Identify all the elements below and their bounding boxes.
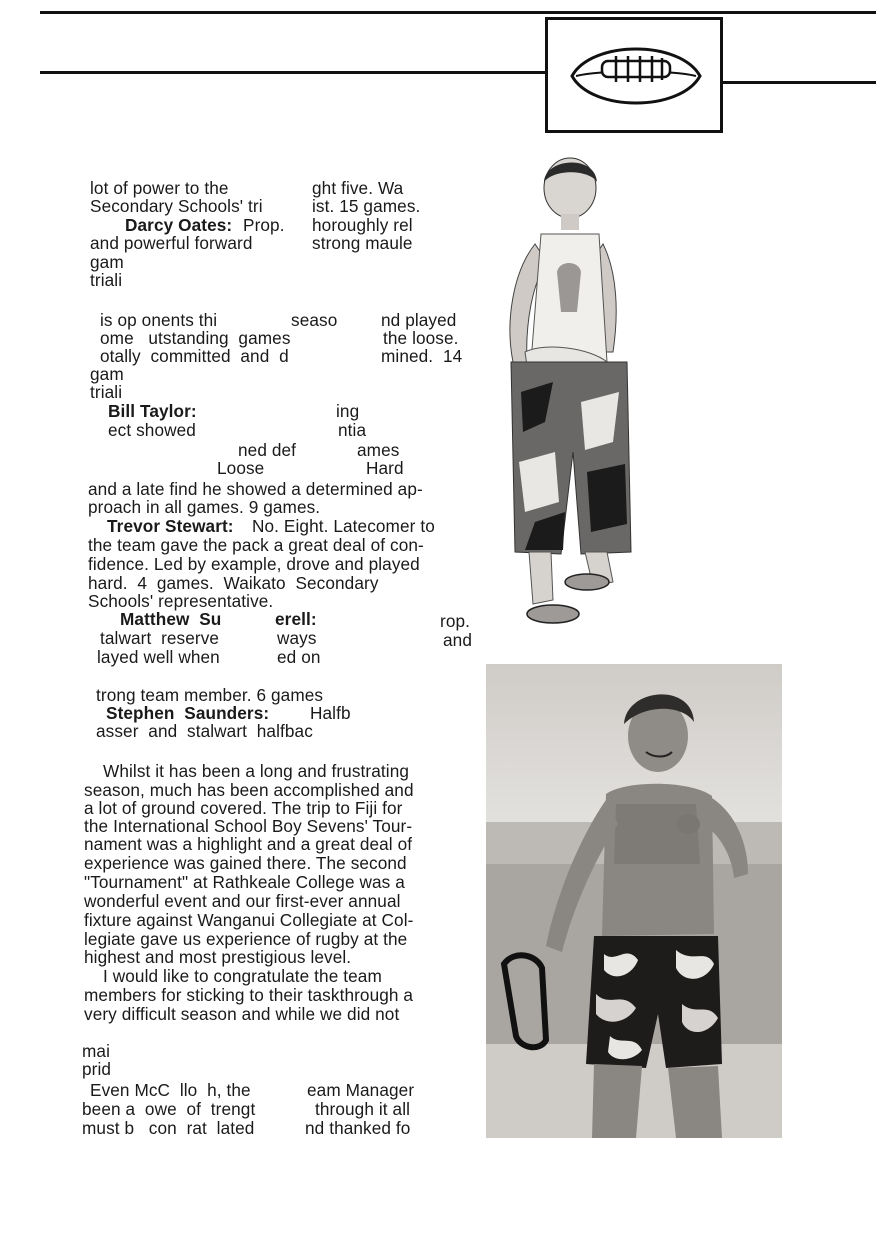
article-line: trong team member. 6 games [96, 685, 324, 705]
article-line: No. Eight. Latecomer to [252, 516, 435, 536]
article-line: seaso [291, 310, 338, 330]
article-line: triali [90, 382, 123, 402]
article-line: otally committed and d [100, 346, 289, 366]
article-line: and [443, 630, 472, 650]
article-line: Whilst it has been a long and frustrating [103, 761, 410, 781]
article-line: nd played [381, 310, 457, 330]
article-line: ntia [338, 420, 367, 440]
article-line: Even McC llo h, the [90, 1080, 251, 1100]
article-line: gam [90, 252, 124, 272]
article-line: "Tournament" at Rathkeale College was a [84, 872, 405, 892]
rugby-ball-icon [566, 34, 706, 118]
article-line: must b con rat lated [82, 1118, 255, 1138]
article-line: nament was a highlight and a great deal of [84, 834, 413, 854]
article-line: been a owe of trengt [82, 1099, 256, 1119]
article-line: ames [357, 440, 400, 460]
article-line: ght five. Wa [312, 178, 404, 198]
header-emblem [545, 17, 723, 133]
article-line: eam Manager [307, 1080, 415, 1100]
article-line: Secondary Schools' tri [90, 196, 263, 216]
article-line: talwart reserve [100, 628, 220, 648]
article-line: ed on [277, 647, 321, 667]
article-line: mined. 14 [381, 346, 463, 366]
article-line: ist. 15 games. [312, 196, 421, 216]
article-line: lot of power to the [90, 178, 229, 198]
player-name-heading: Matthew Su [120, 609, 222, 629]
header-rule-right [720, 81, 876, 84]
article-line: prid [82, 1059, 112, 1079]
article-line: experience was gained there. The second [84, 853, 407, 873]
article-line: the International School Boy Sevens' Tour- [84, 816, 413, 836]
article-line: Loose [217, 458, 265, 478]
header-rule-left [40, 71, 548, 74]
article-line: fixture against Wanganui Collegiate at Col- [84, 910, 414, 930]
player-name-heading: Darcy Oates: [125, 215, 233, 235]
player-photo-beach [486, 664, 782, 1138]
article-line: ways [277, 628, 317, 648]
article-line: layed well when [97, 647, 220, 667]
article-line: ome utstanding games [100, 328, 291, 348]
article-line: a lot of ground covered. The trip to Fiji for [84, 798, 403, 818]
article-line: members for sticking to their taskthrough a [84, 985, 414, 1005]
player-photo-standing [495, 152, 635, 632]
player-name-heading: Stephen Saunders: [106, 703, 270, 723]
article-line: gam [90, 364, 124, 384]
article-line: wonderful event and our first-ever annual [84, 891, 401, 911]
article-line: Halfb [310, 703, 351, 723]
player-name-heading: Bill Taylor: [108, 401, 197, 421]
article-line: horoughly rel [312, 215, 413, 235]
article-line: nd thanked fo [305, 1118, 411, 1138]
article-line: the team gave the pack a great deal of con- [88, 535, 424, 555]
article-line: proach in all games. 9 games. [88, 497, 321, 517]
article-line: I would like to congratulate the team [103, 966, 382, 986]
player-name-heading: erell: [275, 609, 317, 629]
article-line: the loose. [383, 328, 459, 348]
header-rule-top [40, 11, 876, 14]
article-line: through it all [315, 1099, 411, 1119]
article-line: season, much has been accomplished and [84, 780, 414, 800]
article-line: and a late find he showed a determined ap- [88, 479, 423, 499]
article-line: fidence. Led by example, drove and played [88, 554, 420, 574]
article-line: rop. [440, 611, 471, 631]
article-line: ect showed [108, 420, 196, 440]
article-line: strong maule [312, 233, 413, 253]
article-line: is op onents thi [100, 310, 218, 330]
article-line: hard. 4 games. Waikato Secondary [88, 573, 379, 593]
article-line: highest and most prestigious level. [84, 947, 352, 967]
article-line: Schools' representative. [88, 591, 274, 611]
article-line: asser and stalwart halfbac [96, 721, 313, 741]
article-line: triali [90, 270, 123, 290]
article-line: ned def [238, 440, 297, 460]
article-line: legiate gave us experience of rugby at the [84, 929, 408, 949]
article-line: ing [336, 401, 360, 421]
article-line: Hard [366, 458, 404, 478]
article-line: and powerful forward [90, 233, 253, 253]
article-line: Prop. [243, 215, 285, 235]
player-name-heading: Trevor Stewart: [107, 516, 234, 536]
article-line: mai [82, 1041, 110, 1061]
article-line: very difficult season and while we did not [84, 1004, 400, 1024]
